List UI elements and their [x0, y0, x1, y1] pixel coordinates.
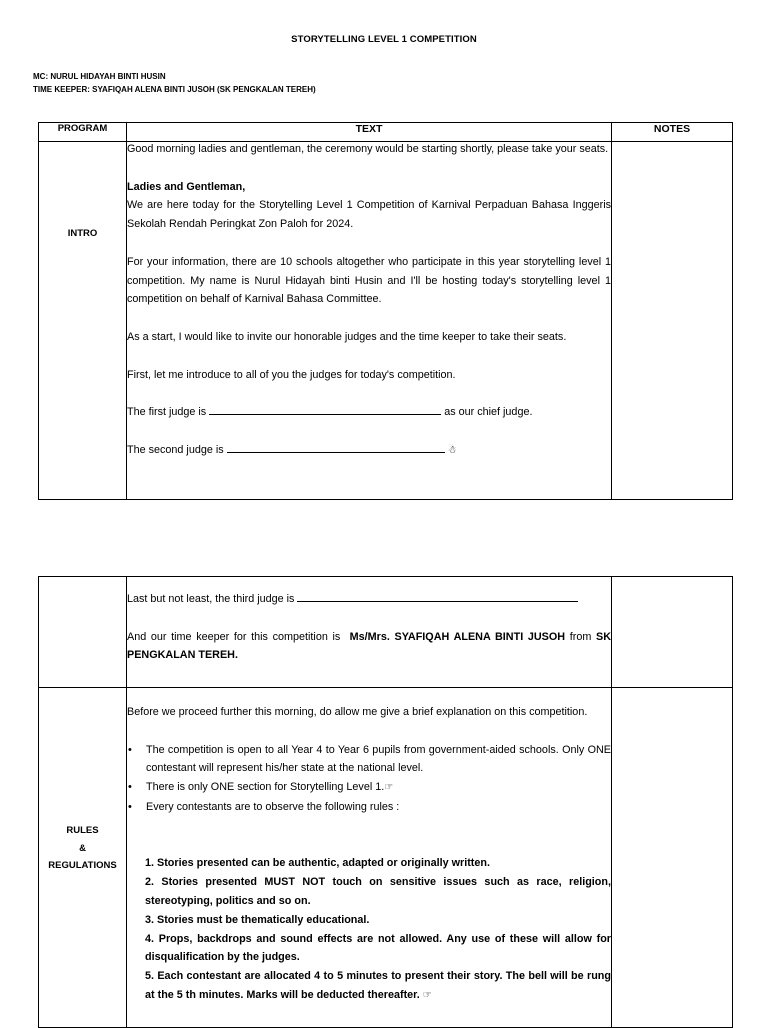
- intro-program-label: INTRO: [67, 228, 98, 239]
- third-judge-line: [127, 590, 611, 609]
- judges-program-cell: [39, 577, 127, 688]
- third-judge-prefix: Last but not least, the third judge is: [127, 593, 295, 605]
- rules-notes-cell: [612, 688, 733, 1028]
- rules-program-line-1: RULES: [66, 825, 99, 836]
- mc-line: MC: NURUL HIDAYAH BINTI HUSIN: [33, 72, 166, 81]
- pointing-hand-icon: ☞: [384, 782, 394, 794]
- list-item: • Every contestants are to observe the following rules :: [146, 798, 611, 817]
- intro-paragraph-4: As a start, I would like to invite our honorable judges and the time keeper to take their seats.: [127, 330, 567, 343]
- judges-notes-cell: [612, 577, 733, 688]
- timekeeper-school: SK PENGKALAN TEREH.: [127, 630, 612, 662]
- intro-text-cell: [127, 142, 612, 500]
- second-judge-blank: [227, 441, 445, 453]
- rules-program-label: [39, 822, 126, 875]
- intro-paragraph-3: For your information, there are 10 schools altogether who participate in this year storytelling level 1 competition. My name is Nurul Hidayah binti Husin and I'll be hosting today's storytelling level 1 competition on behalf of Karnival Bahasa Committee.: [127, 255, 611, 306]
- document-title: STORYTELLING LEVEL 1 COMPETITION: [291, 34, 477, 45]
- intro-paragraph-5: First, let me introduce to all of you the judges for today's competition.: [127, 368, 456, 381]
- list-item: • The competition is open to all Year 4 to Year 6 pupils from government-aided schools. Only ONE contestant will represent his/her state at the national level.: [146, 741, 611, 779]
- rule-item: 2. Stories presented MUST NOT touch on sensitive issues such as race, religion, stereotyping, politics and so on.: [145, 876, 611, 907]
- intro-row: [39, 142, 733, 500]
- rules-program-cell: [39, 688, 127, 1028]
- rule-item: 4. Props, backdrops and sound effects are not allowed. Any use of these will allow for disqualification by the judges.: [145, 932, 611, 964]
- pointing-hand-icon: ☞: [422, 989, 432, 1001]
- rules-numbered-list: [127, 854, 611, 1005]
- snowman-icon: ☃: [447, 444, 457, 456]
- rules-bullet-list: [127, 741, 611, 817]
- program-table-rules: [38, 576, 733, 1028]
- rule-item: [145, 967, 611, 1006]
- first-judge-prefix: The first judge is: [127, 406, 207, 419]
- first-judge-line: [127, 403, 611, 422]
- rules-intro: Before we proceed further this morning, do allow me give a brief explanation on this competition.: [127, 706, 588, 718]
- rules-text-cell: [127, 688, 612, 1028]
- judges-text-cell: [127, 577, 612, 688]
- rule-item: 1. Stories presented can be authentic, adapted or originally written.: [145, 857, 490, 870]
- rules-program-line-2: &: [79, 842, 86, 854]
- rules-row: [39, 688, 733, 1028]
- second-judge-line: [127, 441, 611, 461]
- timekeeper-name: Ms/Mrs. SYAFIQAH ALENA BINTI JUSOH: [349, 630, 566, 643]
- judges-row: [39, 577, 733, 688]
- timekeeper-line: TIME KEEPER: SYAFIQAH ALENA BINTI JUSOH (SK PENGKALAN TEREH): [33, 85, 316, 94]
- header-notes: NOTES: [612, 123, 733, 142]
- intro-notes-cell: [612, 142, 733, 500]
- third-judge-blank: [297, 590, 578, 602]
- rule-item: 3. Stories must be thematically educational.: [145, 913, 370, 926]
- first-judge-suffix: as our chief judge.: [444, 406, 533, 419]
- intro-paragraph-1: Good morning ladies and gentleman, the ceremony would be starting shortly, please take your seats.: [127, 143, 609, 155]
- timekeeper-from: from: [569, 630, 592, 643]
- first-judge-blank: [209, 403, 441, 415]
- table-header-row: [39, 123, 733, 142]
- bullet-2-text: There is only ONE section for Storytelling Level 1.: [146, 781, 385, 794]
- rule-5-text: 5. Each contestant are allocated 4 to 5 minutes to present their story. The bell will be rung at the 5 th minutes. Marks will be deducted thereafter.: [145, 970, 611, 1001]
- intro-program-cell: [39, 142, 127, 500]
- program-table-intro: [38, 122, 733, 500]
- rules-program-line-3: REGULATIONS: [48, 860, 117, 871]
- intro-paragraph-2: We are here today for the Storytelling Level 1 Competition of Karnival Perpaduan Bahasa Inggeris Sekolah Rendah Peringkat Zon Paloh for 2024.: [127, 199, 611, 231]
- header-text: TEXT: [127, 123, 612, 142]
- list-item: [146, 778, 611, 798]
- intro-greeting: Ladies and Gentleman,: [127, 180, 246, 193]
- second-judge-prefix: The second judge is: [127, 443, 224, 456]
- timekeeper-intro-line: [127, 628, 611, 666]
- header-program: PROGRAM: [39, 123, 127, 142]
- timekeeper-prefix: And our time keeper for this competition is: [127, 630, 341, 643]
